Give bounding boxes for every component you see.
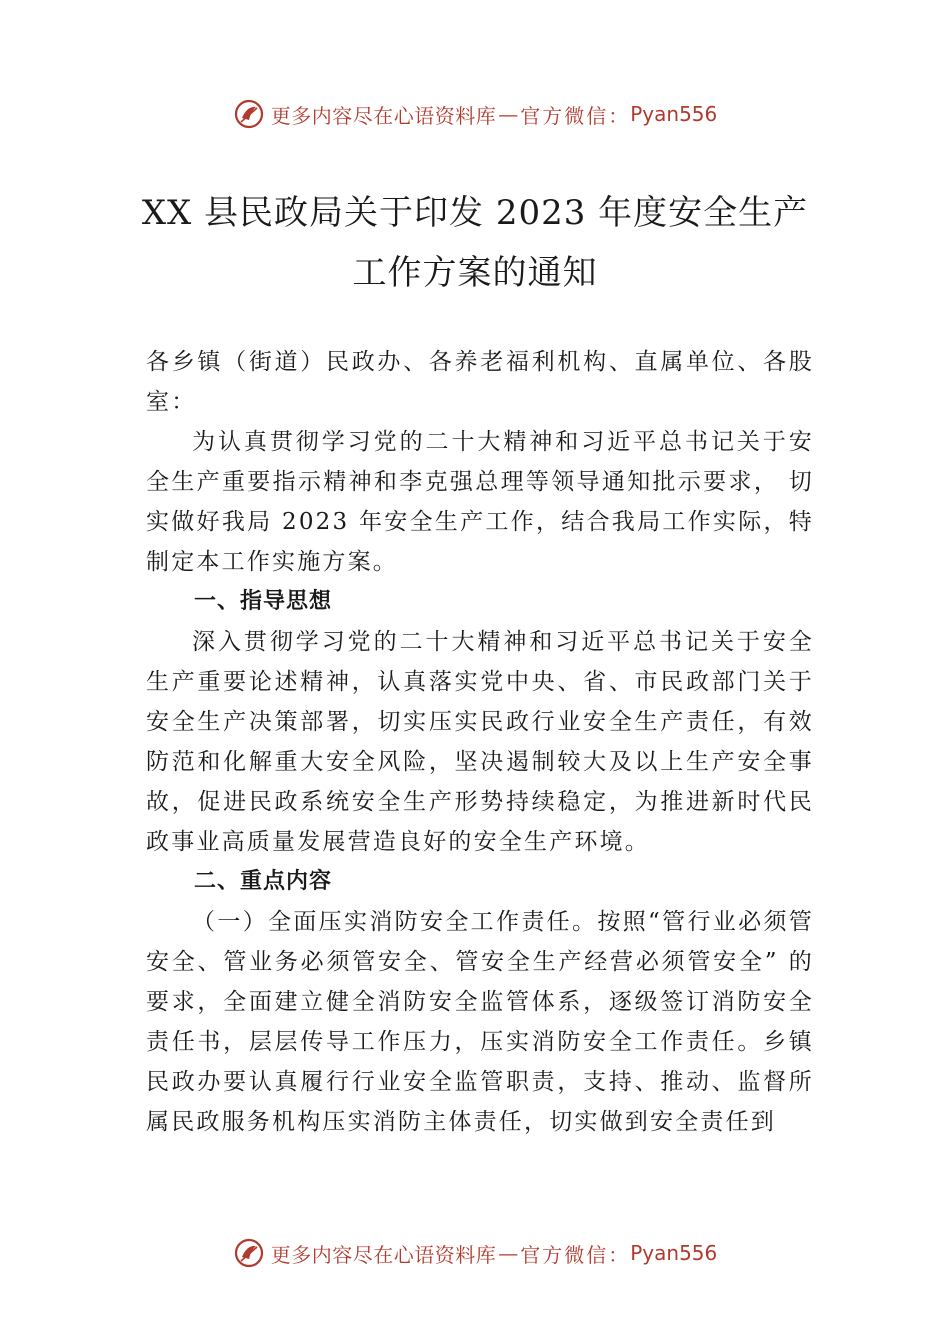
document-title (120, 183, 830, 303)
watermark-text: 更多内容尽在心语资料库 (270, 103, 497, 128)
seal-logo-icon (233, 98, 265, 130)
seal-logo-icon (233, 1237, 265, 1269)
watermark-separator: — (498, 102, 519, 126)
title-line-1: XX 县民政局关于印发 2023 年度安全生产 (141, 193, 809, 233)
watermark-wechat-id: Pyan556 (630, 102, 718, 126)
section-1-heading: 一、指导思想 (194, 589, 333, 614)
section-1-body: 深入贯彻学习党的二十大精神和习近平总书记关于安全生产重要论述精神，认真落实党中央、省、市民政部门关于安全生产决策部署，切实压实民政行业安全生产责任，有效防范和化解重大安全风险，坚决遏制较大及以上生产安全事故，促进民政系统安全生产形势持续稳定，为推进新时代民政事业高质量发展营造良好的安全生产环境。 (146, 629, 814, 855)
watermark-text: 更多内容尽在心语资料库 (270, 1242, 497, 1267)
section-2-item-1 (146, 902, 814, 1142)
salutation: 各乡镇（街道）民政办、各养老福利机构、直属单位、各股室： (146, 349, 814, 415)
watermark-label: 官方微信： (520, 1242, 631, 1267)
watermark-wechat-id: Pyan556 (630, 1241, 718, 1265)
item-1-title: （一）全面压实消防安全工作责任。 (192, 909, 598, 935)
intro-paragraph: 为认真贯彻学习党的二十大精神和习近平总书记关于安全生产重要指示精神和李克强总理等领导通知批示要求， 切实做好我局 2023 年安全生产工作，结合我局工作实际，特制定本工作实施方案。 (146, 429, 814, 575)
watermark-header (0, 94, 950, 134)
section-2-heading: 二、重点内容 (194, 869, 333, 894)
watermark-label: 官方微信： (520, 103, 631, 128)
document-body (146, 342, 814, 1142)
watermark-separator: — (498, 1241, 519, 1265)
watermark-footer (0, 1233, 950, 1273)
title-line-2: 工作方案的通知 (352, 253, 598, 293)
item-1-body: 按照“管行业必须管安全、管业务必须管安全、管安全生产经营必须管安全” 的要求，全面建立健全消防安全监管体系，逐级签订消防安全责任书，层层传导工作压力，压实消防安全工作责任。乡镇民政办要认真履行行业安全监管职责，支持、推动、监督所属民政服务机构压实消防主体责任，切实做到安全责任到 (146, 909, 814, 1135)
